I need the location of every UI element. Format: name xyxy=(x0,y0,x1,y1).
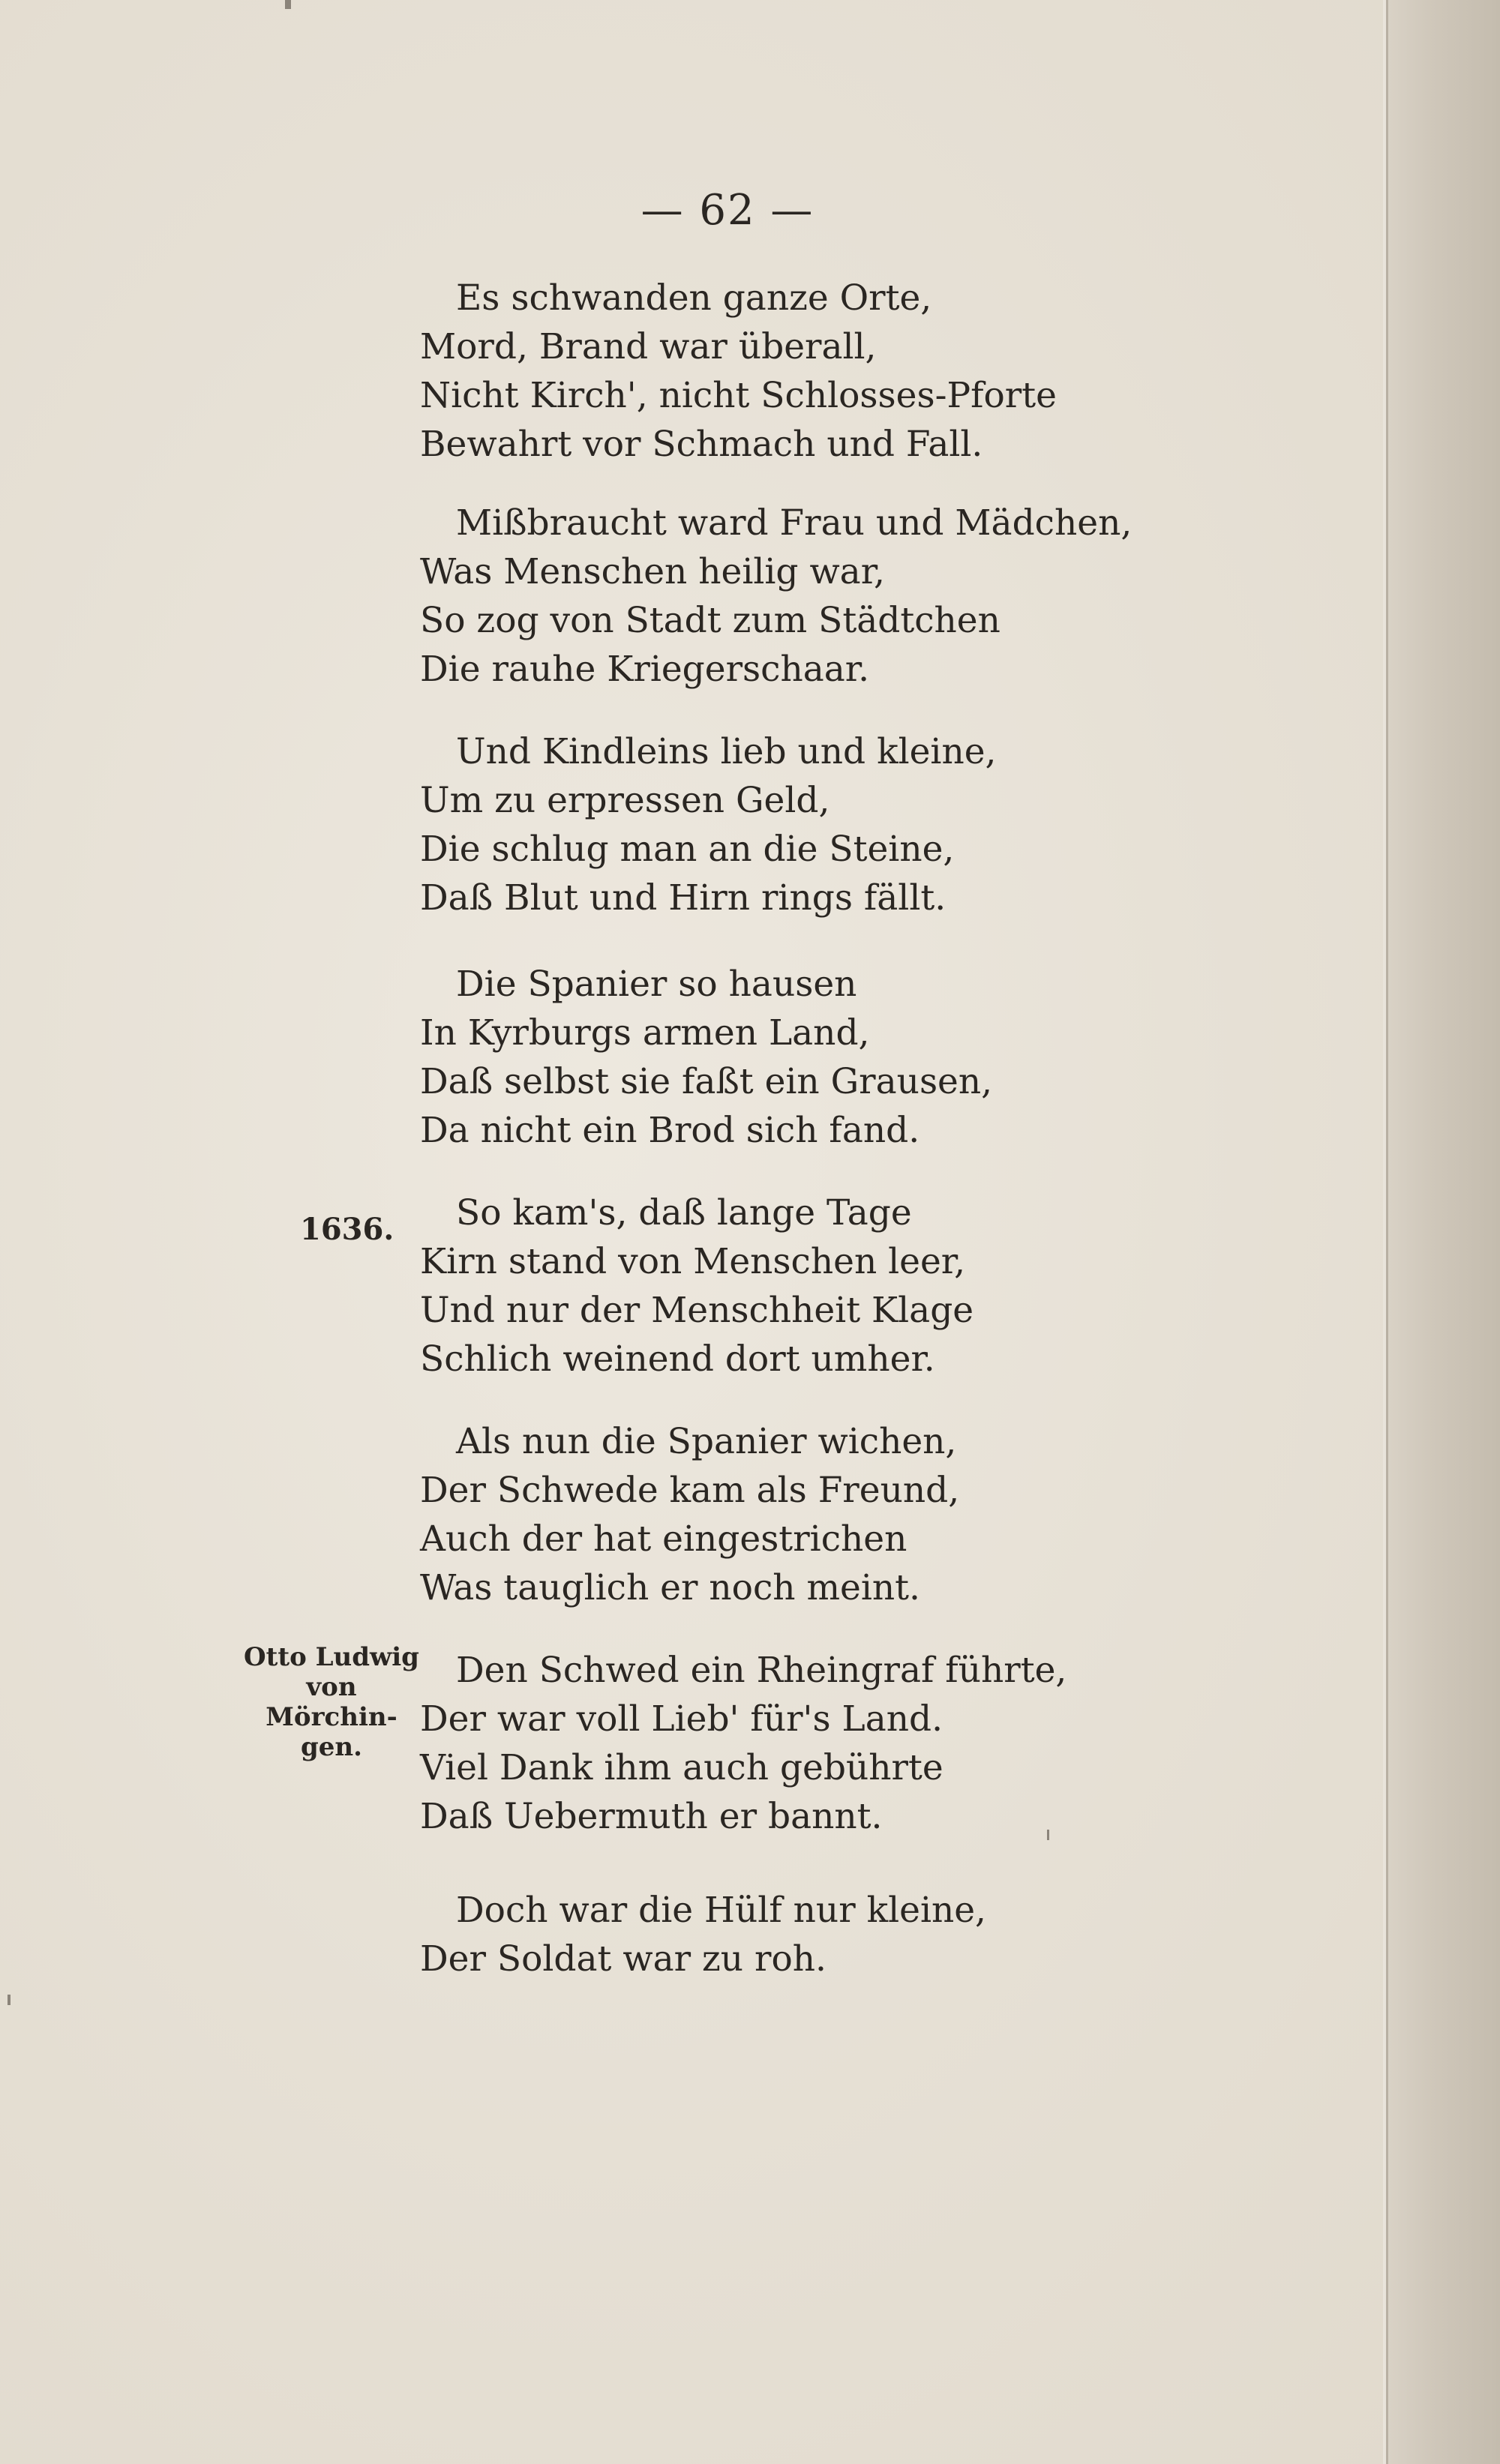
verse-line: Auch der hat eingestrichen xyxy=(420,1518,908,1560)
page-fold-line xyxy=(1386,0,1388,2464)
verse-line: Die rauhe Kriegerschaar. xyxy=(420,649,870,690)
verse-line: Der Soldat war zu roh. xyxy=(420,1938,826,1980)
paper-speck xyxy=(1047,1830,1049,1840)
verse-line: Als nun die Spanier wichen, xyxy=(456,1421,957,1462)
verse-line: So zog von Stadt zum Städtchen xyxy=(420,600,1000,641)
verse-line: Den Schwed ein Rheingraf führte, xyxy=(456,1650,1067,1691)
verse-line: So kam's, daß lange Tage xyxy=(456,1192,912,1233)
margin-note-name xyxy=(242,1642,422,1762)
stanza-2 xyxy=(420,499,1132,694)
stanza-4 xyxy=(420,960,1095,1155)
verse-line: Der war voll Lieb' für's Land. xyxy=(420,1698,944,1740)
page-number: — 62 — xyxy=(640,186,814,235)
stanza-1 xyxy=(420,274,1095,469)
verse-line: Viel Dank ihm auch gebührte xyxy=(420,1747,944,1788)
verse-line: Und Kindleins lieb und kleine, xyxy=(456,731,997,772)
verse-line: Der Schwede kam als Freund, xyxy=(420,1470,960,1511)
stanza-8 xyxy=(420,1886,1095,1983)
verse-line: Mißbraucht ward Frau und Mädchen, xyxy=(456,502,1132,544)
verse-line: Doch war die Hülf nur kleine, xyxy=(456,1890,986,1931)
stanza-3 xyxy=(420,727,1095,922)
verse-line: Da nicht ein Brod sich fand. xyxy=(420,1110,920,1151)
verse-line: Um zu erpressen Geld, xyxy=(420,780,830,821)
margin-note-line: Otto Ludwig xyxy=(244,1642,419,1672)
verse-line: Daß Uebermuth er bannt. xyxy=(420,1796,883,1837)
verse-line: Daß Blut und Hirn rings fällt. xyxy=(420,877,946,919)
margin-note-line: von Mörchin- xyxy=(266,1672,398,1732)
verse-line: Es schwanden ganze Orte, xyxy=(456,277,932,319)
verse-line: Und nur der Menschheit Klage xyxy=(420,1290,974,1331)
margin-note-year: 1636. xyxy=(300,1212,394,1247)
page-edge xyxy=(1383,0,1500,2464)
verse-line: Mord, Brand war überall, xyxy=(420,326,877,367)
paper-speck xyxy=(8,1995,10,2005)
stanza-5 xyxy=(420,1189,1095,1383)
verse-line: Daß selbst sie faßt ein Grausen, xyxy=(420,1061,993,1102)
margin-note-line: gen. xyxy=(301,1732,362,1762)
verse-line: Schlich weinend dort umher. xyxy=(420,1338,935,1380)
verse-line: Was tauglich er noch meint. xyxy=(420,1567,920,1608)
stanza-6 xyxy=(420,1417,1095,1612)
paper-speck xyxy=(285,0,291,9)
verse-line: Nicht Kirch', nicht Schlosses-Pforte xyxy=(420,375,1057,416)
verse-line: Kirn stand von Menschen leer, xyxy=(420,1241,966,1282)
stanza-7 xyxy=(420,1646,1095,1841)
verse-line: Die Spanier so hausen xyxy=(456,964,857,1005)
verse-line: Die schlug man an die Steine, xyxy=(420,829,955,870)
verse-line: In Kyrburgs armen Land, xyxy=(420,1012,870,1054)
verse-line: Was Menschen heilig war, xyxy=(420,551,885,592)
verse-line: Bewahrt vor Schmach und Fall. xyxy=(420,424,983,465)
